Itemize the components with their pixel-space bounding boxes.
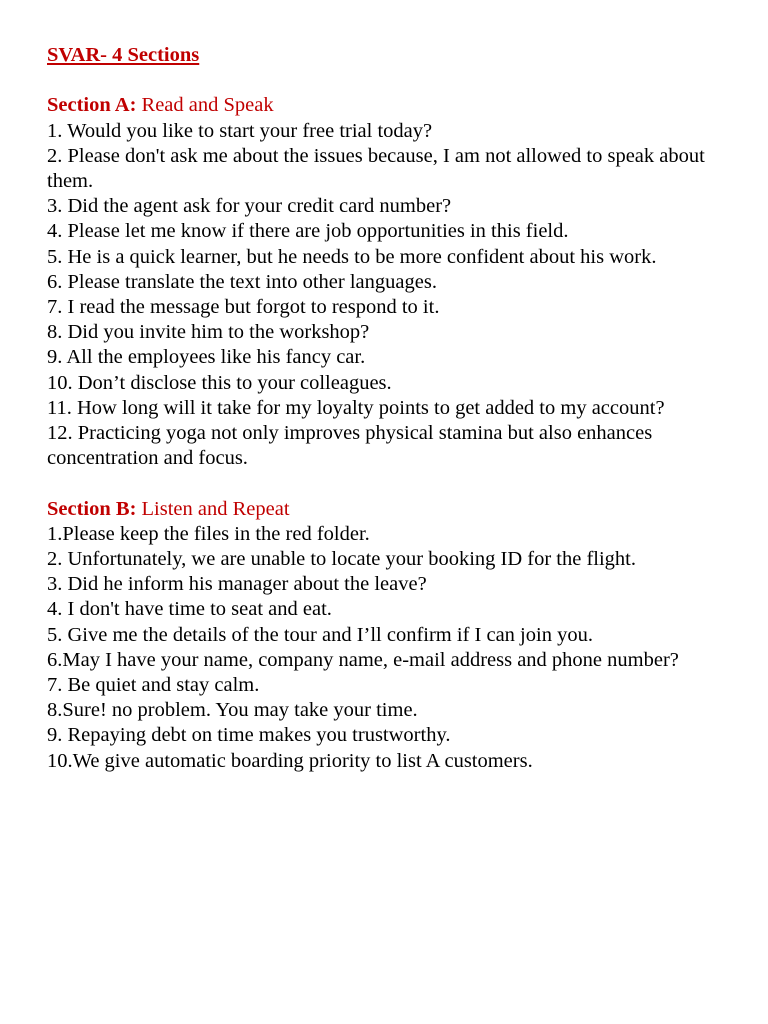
section-a-list xyxy=(47,119,727,472)
list-item: 6.May I have your name, company name, e-mail address and phone number? xyxy=(47,648,679,671)
list-item: 10. Don’t disclose this to your colleagues. xyxy=(47,371,392,394)
section-b-name: Listen and Repeat xyxy=(141,497,290,520)
list-item: 5. He is a quick learner, but he needs to be more confident about his work. xyxy=(47,245,657,268)
list-item: 5. Give me the details of the tour and I’ll confirm if I can join you. xyxy=(47,623,593,646)
section-b xyxy=(47,497,727,774)
list-item: 8.Sure! no problem. You may take your time. xyxy=(47,699,418,722)
section-b-list xyxy=(47,522,727,774)
section-a-label: Section A: xyxy=(47,94,137,117)
list-item: 10.We give automatic boarding priority to list A customers. xyxy=(47,749,533,772)
list-item: 3. Did he inform his manager about the leave? xyxy=(47,573,427,596)
list-item: 7. Be quiet and stay calm. xyxy=(47,674,260,697)
list-item: 4. Please let me know if there are job opportunities in this field. xyxy=(47,220,569,243)
section-a-name: Read and Speak xyxy=(141,94,274,117)
list-item: 7. I read the message but forgot to respond to it. xyxy=(47,296,440,319)
section-a-heading xyxy=(47,93,727,118)
list-item: 8. Did you invite him to the workshop? xyxy=(47,321,370,344)
document-title: SVAR- 4 Sections xyxy=(47,44,200,66)
list-item: 9. All the employees like his fancy car. xyxy=(47,346,366,369)
list-item: 4. I don't have time to seat and eat. xyxy=(47,598,332,621)
list-item: 1.Please keep the files in the red folder. xyxy=(47,522,370,545)
list-item: 1. Would you like to start your free trial today? xyxy=(47,119,433,142)
list-item: 3. Did the agent ask for your credit card number? xyxy=(47,195,452,218)
section-b-label: Section B: xyxy=(47,497,137,520)
section-b-heading xyxy=(47,497,727,522)
list-item: 11. How long will it take for my loyalty points to get added to my account? xyxy=(47,396,665,419)
list-item: 9. Repaying debt on time makes you trustworthy. xyxy=(47,724,451,747)
list-item: 2. Unfortunately, we are unable to locate your booking ID for the flight. xyxy=(47,548,637,571)
list-item: 12. Practicing yoga not only improves physical stamina but also enhances concentration and focus. xyxy=(47,422,653,470)
list-item: 6. Please translate the text into other languages. xyxy=(47,270,437,293)
list-item: 2. Please don't ask me about the issues because, I am not allowed to speak about them. xyxy=(47,144,705,192)
document-page xyxy=(47,43,727,799)
section-a xyxy=(47,93,727,471)
